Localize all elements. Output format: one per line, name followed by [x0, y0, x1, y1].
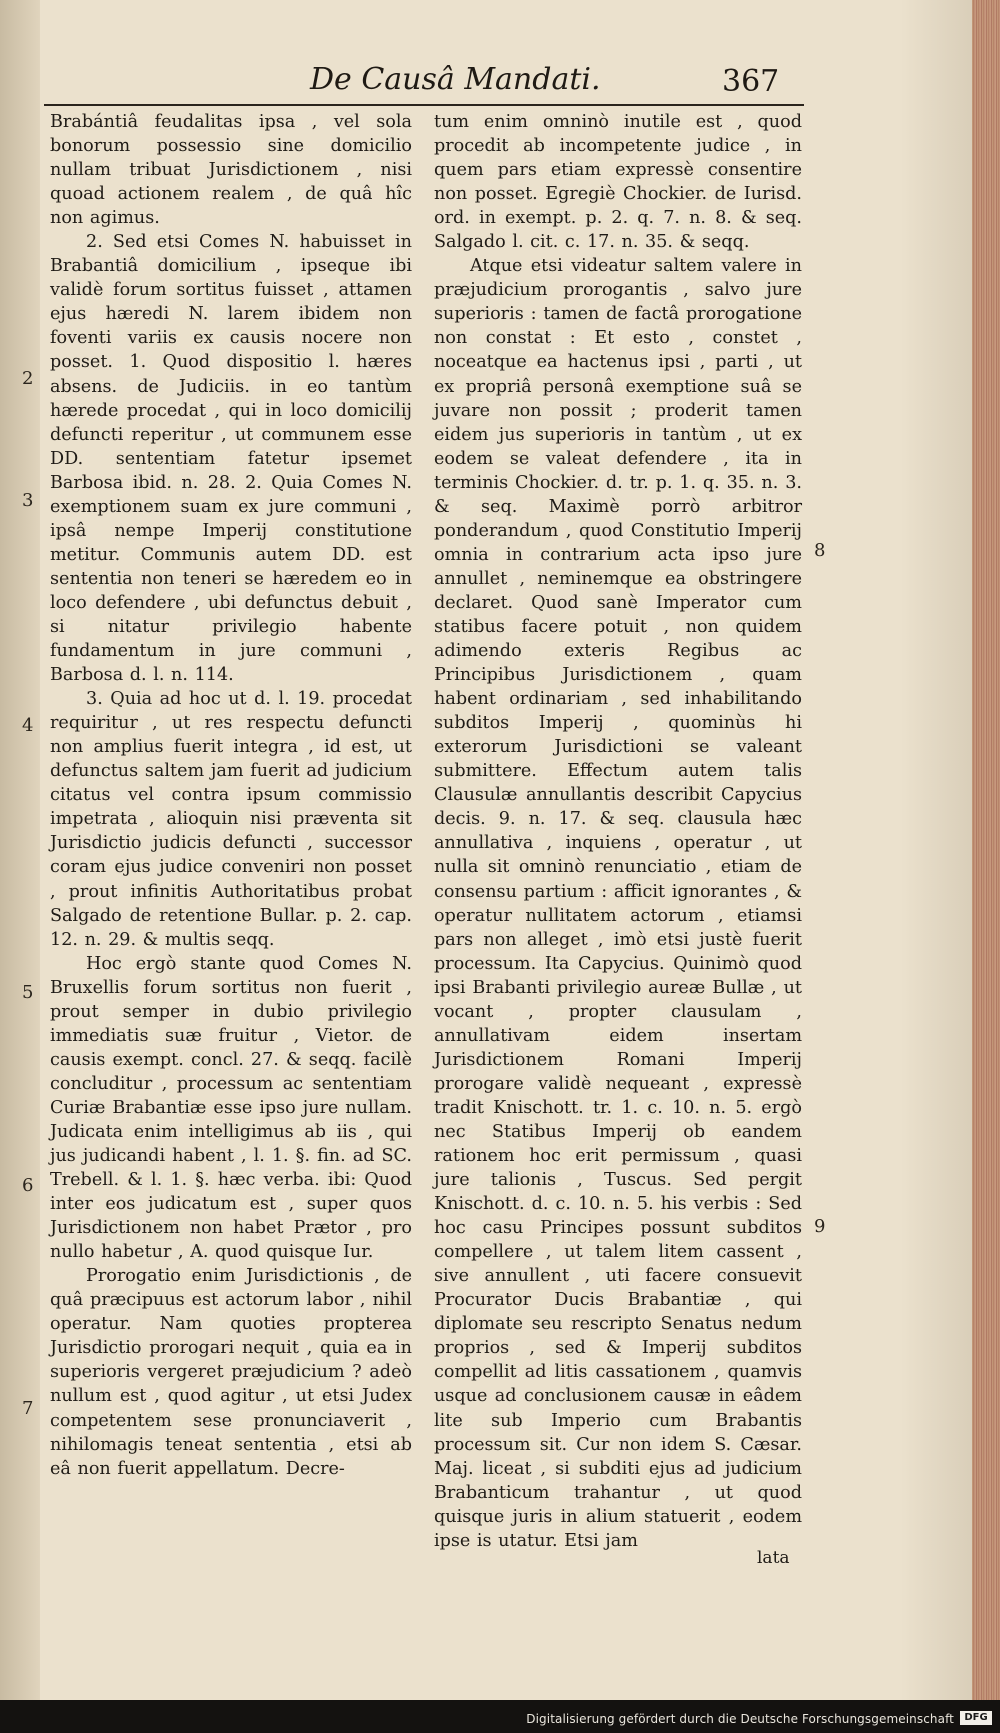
running-title: De Causâ Mandati.	[310, 62, 601, 97]
margin-number: 7	[22, 1398, 34, 1419]
right-text-column	[434, 110, 802, 1553]
header-rule	[44, 104, 804, 106]
margin-number: 5	[22, 982, 34, 1003]
margin-number: 4	[22, 715, 34, 736]
paragraph: Prorogatio enim Jurisdictionis , de quâ præcipuus est actorum labor , nihil operatur. Nam quoties propterea Jurisdictio prorogari nequit , quia ea in superioris vergeret præjudicium ? adeò nullum est , quod agitur , ut etsi Judex competentem sese pronunciaverit , nihilomagis teneat sententia , etsi ab eâ non fuerit appellatum. Decre-	[50, 1266, 412, 1479]
margin-number: 8	[814, 540, 826, 561]
page-edge	[972, 0, 1000, 1700]
paragraph: 3. Quia ad hoc ut d. l. 19. procedat requiritur , ut res respectu defuncti non amplius fuerit integra , id est, ut defunctus saltem jam fuerit ad judicium citatus vel contra ipsum commissio impetrata , alioquin nisi præventa sit Jurisdictio judicis defuncti , successor coram ejus judice conveniri non posset , prout infinitis Authoritatibus probat Salgado de retentione Bullar. p. 2. cap. 12. n. 29. & multis seqq.	[50, 689, 412, 950]
margin-number: 3	[22, 490, 34, 511]
digitization-credit: Digitalisierung gefördert durch die Deutsche Forschungsgemeinschaft	[526, 1712, 954, 1726]
margin-number: 2	[22, 368, 34, 389]
dfg-logo: DFG	[960, 1711, 992, 1725]
left-text-column	[50, 110, 412, 1481]
paragraph: 2. Sed etsi Comes N. habuisset in Brabantiâ domicilium , ipseque ibi validè forum sortitus fuisset , attamen ejus hæredi N. larem ibidem non foventi variis ex causis nocere non posset. 1. Quod dispositio l. hæres absens. de Judiciis. in eo tantùm hærede procedat , qui in loco domicilij defuncti reperitur , ut communem esse DD. sententiam fatetur ipsemet Barbosa ibid. n. 28. 2. Quia Comes N. exemptionem suam ex jure communi , ipsâ nempe Imperij constitutione metitur. Communis autem DD. est sententia non teneri se hæredem eo in loco defendere , ubi defunctus debuit , si nitatur privilegio habente fundamentum in jure communi , Barbosa d. l. n. 114.	[50, 232, 412, 686]
previous-page-margin	[0, 0, 40, 1700]
paragraph: Hoc ergò stante quod Comes N. Bruxellis forum sortitus non fuerit , prout semper in dubio privilegio immediatis suæ fruitur , Vietor. de causis exempt. concl. 27. & seqq. facilè concluditur , processum ac sententiam Curiæ Brabantiæ esse ipso jure nullam. Judicata enim intelligimus ab iis , qui jus judicandi habent , l. 1. §. fin. ad SC. Trebell. & l. 1. §. hæc verba. ibi: Quod inter eos judicatum est , super quos Jurisdictionem non habet Prætor , pro nullo habetur , A. quod quisque Iur.	[50, 953, 412, 1263]
paragraph: tum enim omninò inutile est , quod procedit ab incompetente judice , in quem pars etiam expressè consentire non posset. Egregiè Chockier. de Iurisd. ord. in exempt. p. 2. q. 7. n. 8. & seq. Salgado l. cit. c. 17. n. 35. & seqq.	[434, 112, 802, 253]
page-number: 367	[722, 64, 780, 99]
paragraph: Brabántiâ feudalitas ipsa , vel sola bonorum possessio sine domicilio nullam tribuat Jurisdictionem , nisi quoad actionem realem , de quâ hîc non agimus.	[50, 112, 412, 229]
paragraph: Atque etsi videatur saltem valere in præjudicium prorogantis , salvo jure superioris : tamen de factâ prorogatione non constat : Et esto , constet , noceatque ea hactenus ipsi , parti , ut ex propriâ personâ exemptione suâ se juvare non possit ; proderit tamen eidem jus superioris in tantùm , ut ex eodem se valeat defendere , ita in terminis Chockier. d. tr. p. 1. q. 35. n. 3. & seq. Maximè porrò arbitror ponderandum , quod Constitutio Imperij omnia in contrarium acta ipso jure annullet , neminemque ea obstringere declaret. Quod sanè Imperator cum statibus facere potuit , non quidem adimendo exteris Regibus ac Principibus Jurisdictionem , quam habent ordinariam , sed inhabilitando subditos Imperij , quominùs hi exterorum Jurisdictioni se valeant submittere. Effectum autem talis Clausulæ annullantis describit Capycius decis. 9. n. 17. & seq. clausula hæc annullativa , inquiens , operatur , ut nulla sit omninò renunciatio , etiam de consensu partium : afficit ignorantes , & operatur nullitatem actorum , etiamsi pars non alleget , imò etsi justè fuerit processum. Ita Capycius. Quinimò quod ipsi Brabanti privilegio aureæ Bullæ , ut vocant , propter clausulam , annullativam eidem insertam Jurisdictionem Romani Imperij prorogare validè nequeant , expressè tradit Knischott. tr. 1. c. 10. n. 5. ergò nec Statibus Imperij ob eandem rationem hoc erit permissum , quasi jure talionis , Tuscus. Sed pergit Knischott. d. c. 10. n. 5. his verbis : Sed hoc casu Principes possunt subditos compellere , ut talem litem cassent , sive annullent , uti facere consuevit Procurator Ducis Brabantiæ , qui diplomate seu rescripto Senatus nedum proprios , sed & Imperij subditos compellit ad litis cassationem , quamvis usque ad conclusionem causæ in eâdem lite sub Imperio cum Brabantis processum sit. Cur non idem S. Cæsar. Maj. liceat , si subditi ejus ad judicium Brabanticum trahantur , ut quod quisque juris in alium statuerit , eodem ipse is utatur. Etsi jam	[434, 256, 802, 1551]
margin-number: 6	[22, 1175, 34, 1196]
margin-number: 9	[814, 1216, 826, 1237]
catchword: lata	[757, 1548, 790, 1568]
